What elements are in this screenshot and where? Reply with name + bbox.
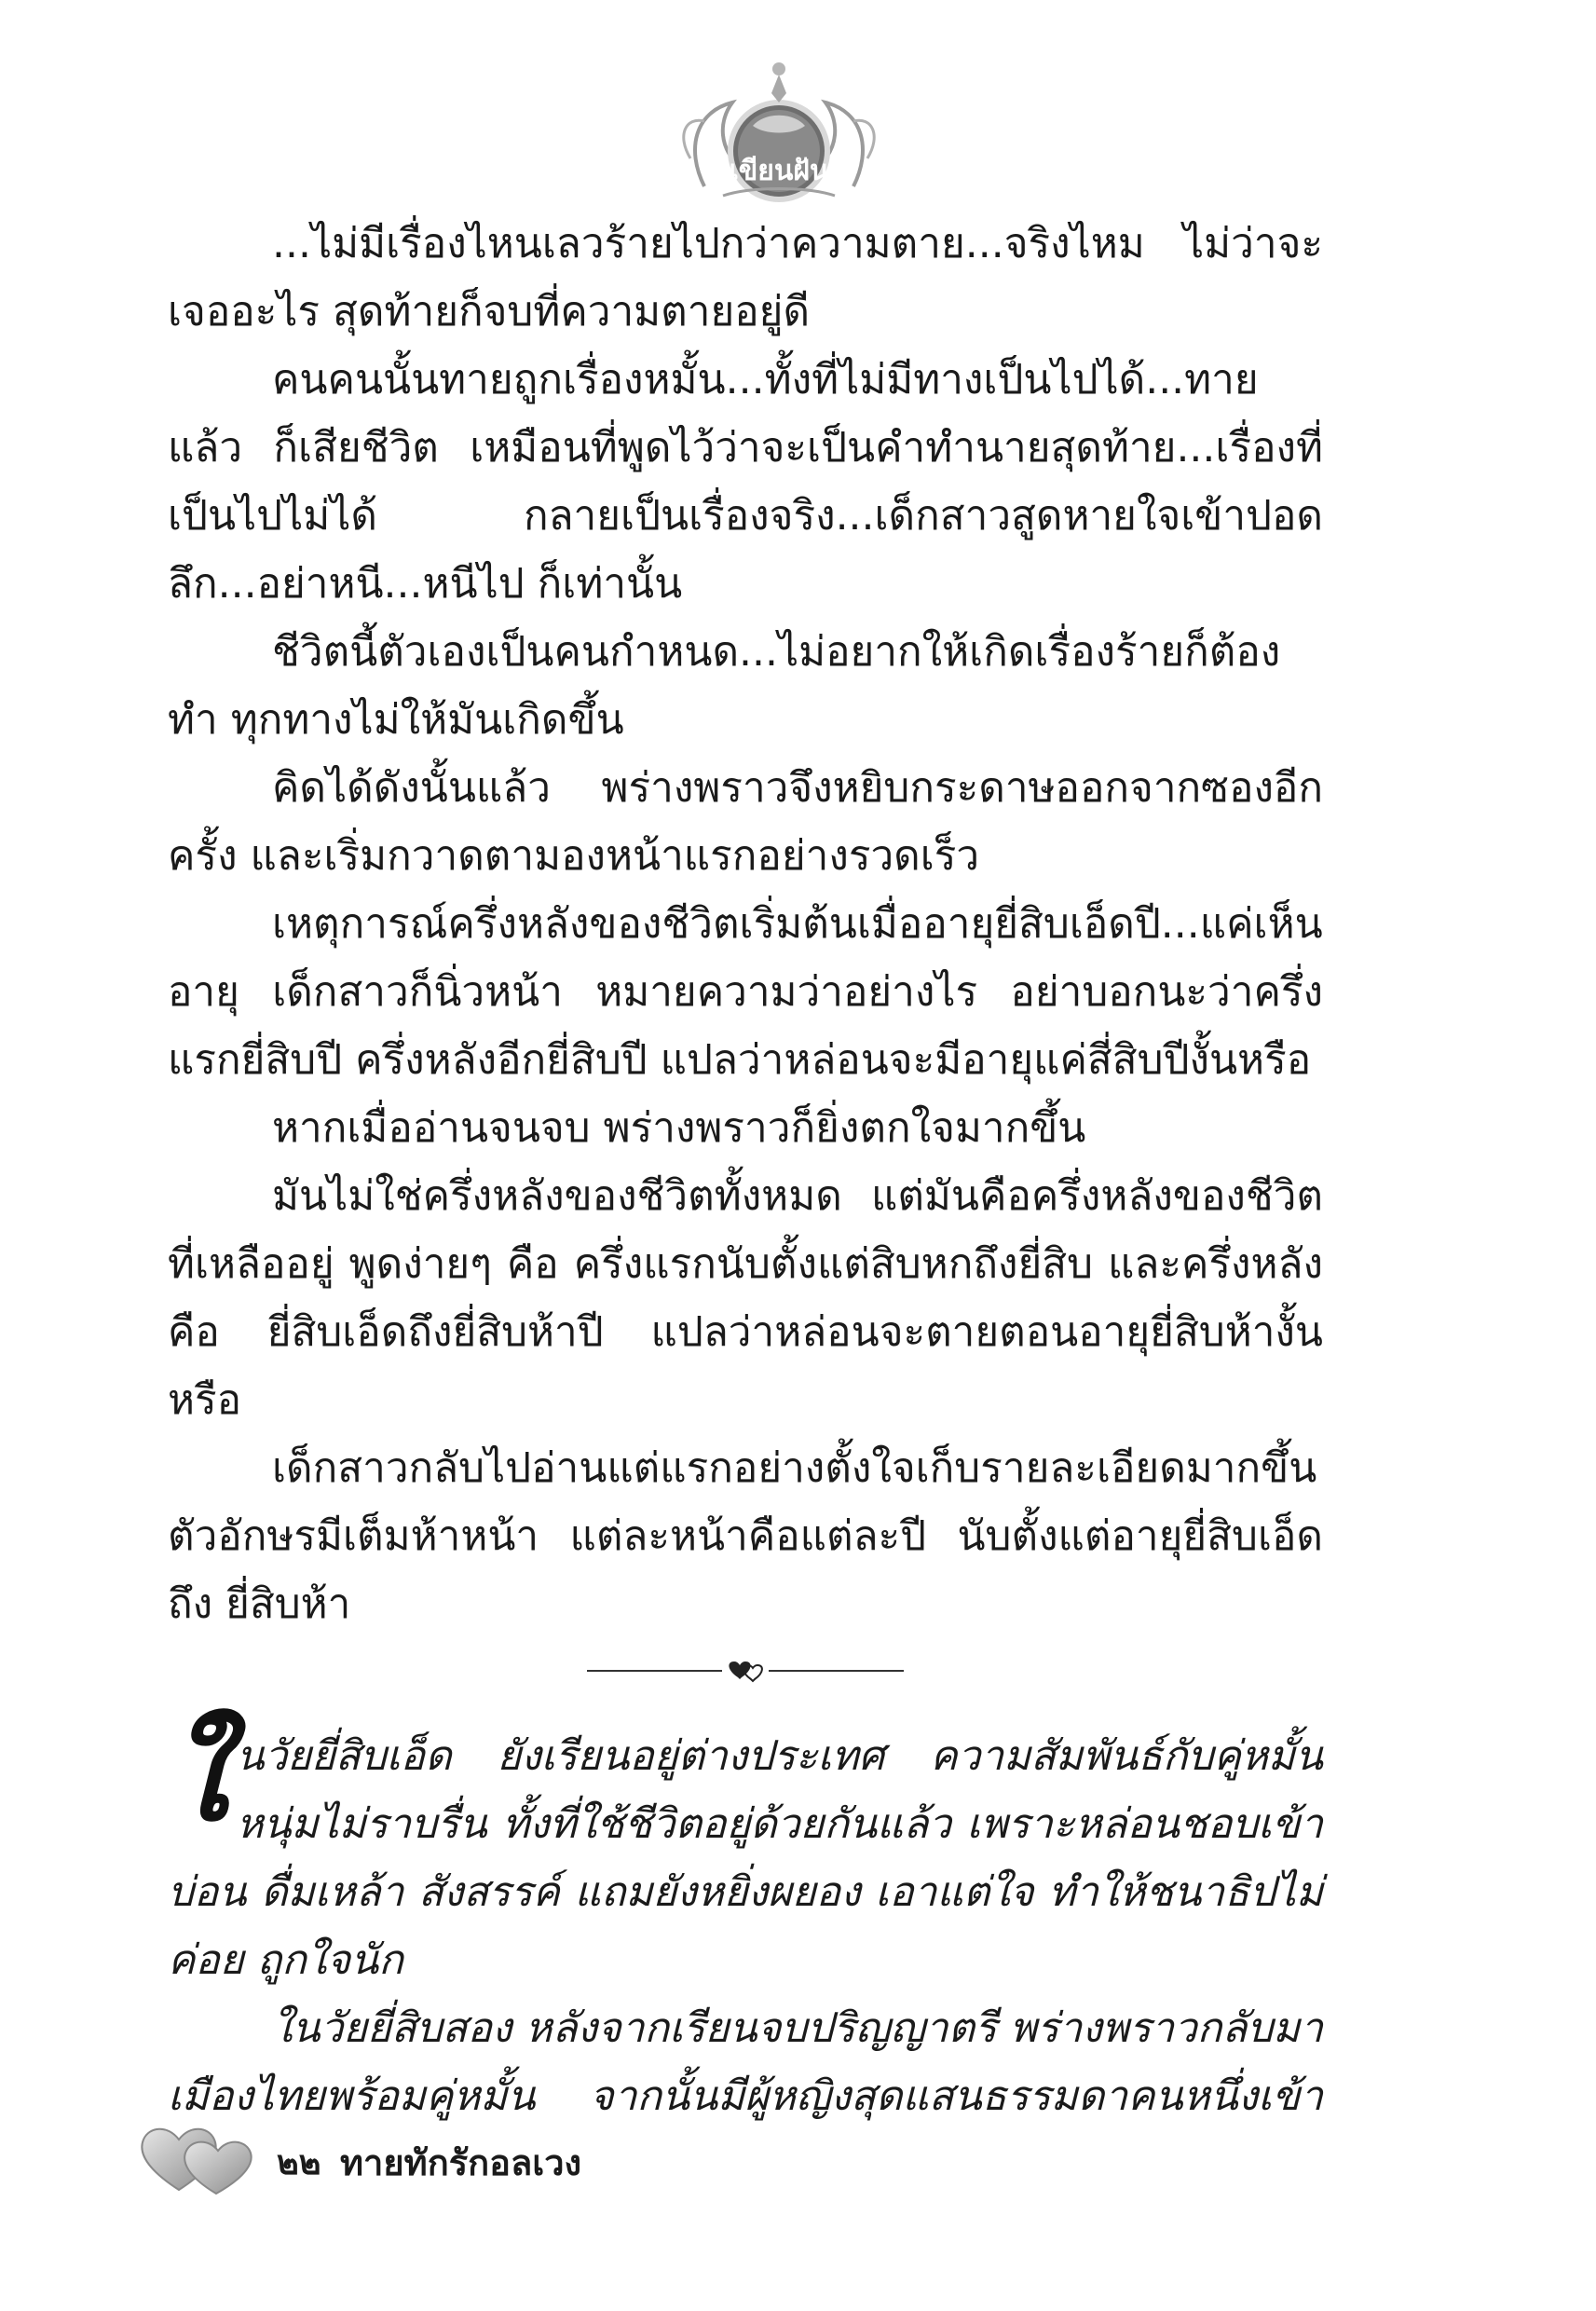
page-footer [130, 2115, 783, 2199]
paragraph: ชีวิตนี้ตัวเองเป็นคนกำหนด...ไม่อยากให้เกิดเรื่องร้ายก็ต้องทำ ทุกทางไม่ให้มันเกิดขึ้น [168, 628, 1281, 744]
paragraph: เหตุการณ์ครึ่งหลังของชีวิตเริ่มต้นเมื่ออายุยี่สิบเอ็ดปี...แค่เห็นอายุ เด็กสาวก็นิ่วหน้า หมายความว่าอย่างไร อย่าบอกนะว่าครึ่งแรกยี่สิบปี ครึ่งหลังอีกยี่สิบปี แปลว่าหล่อนจะมีอายุแค่สี่สิบปีงั้นหรือ [168, 900, 1323, 1084]
body-text [168, 210, 1323, 2198]
paragraph: คิดได้ดังนั้นแล้ว พร่างพราวจึงหยิบกระดาษออกจากซองอีกครั้ง และเริ่มกวาดตามองหน้าแรกอย่างรวดเร็ว [168, 764, 1323, 880]
paragraph: คนคนนั้นทายถูกเรื่องหมั้น...ทั้งที่ไม่มีทางเป็นไปได้...ทายแล้ว ก็เสียชีวิต เหมือนที่พูดไว้ว่าจะเป็นคำทำนายสุดท้าย...เรื่องที่เป็นไปไม่ได้ กลายเป็นเรื่องจริง...เด็กสาวสูดหายใจเข้าปอดลึก...อย่าหนี...หนีไป ก็เท่านั้น [168, 356, 1323, 608]
paragraph: หากเมื่ออ่านจนจบ พร่างพราวก็ยิ่งตกใจมากขึ้น [272, 1104, 1086, 1152]
section-divider [168, 1638, 1323, 1703]
italic-paragraph-text: นวัยยี่สิบเอ็ด ยังเรียนอยู่ต่างประเทศ ความสัมพันธ์กับคู่หมั้น หนุ่มไม่ราบรื่น ทั้งที่ใช้ชีวิตอยู่ด้วยกันแล้ว เพราะหล่อนชอบเข้าบ่อน ดื่มเหล้า สังสรรค์ แถมยังหยิ่งผยอง เอาแต่ใจ ทำให้ชนาธิปไม่ค่อย ถูกใจนัก [168, 1732, 1323, 1984]
dropcap: ใ [168, 1706, 227, 1848]
page-number: ๒๒ [277, 2143, 321, 2182]
paragraph: มันไม่ใช่ครึ่งหลังของชีวิตทั้งหมด แต่มันคือครึ่งหลังของชีวิต ที่เหลืออยู่ พูดง่ายๆ คือ ครึ่งแรกนับตั้งแต่สิบหกถึงยี่สิบ และครึ่งหลังคือ ยี่สิบเอ็ดถึงยี่สิบห้าปี แปลว่าหล่อนจะตายตอนอายุยี่สิบห้างั้นหรือ [168, 1172, 1323, 1424]
paragraph: ...ไม่มีเรื่องไหนเลวร้ายไปกว่าความตาย...จริงไหม ไม่ว่าจะเจออะไร สุดท้ายก็จบที่ความตายอยู่ดี [168, 220, 1323, 335]
paragraph: เด็กสาวกลับไปอ่านแต่แรกอย่างตั้งใจเก็บรายละเอียดมากขึ้น ตัวอักษรมีเต็มห้าหน้า แต่ละหน้าคือแต่ละปี นับตั้งแต่อายุยี่สิบเอ็ดถึง ยี่สิบห้า [168, 1444, 1323, 1628]
italic-paragraph [168, 1706, 1323, 1994]
heart-divider-icon [587, 1657, 904, 1685]
hearts-icon [130, 2115, 270, 2199]
header-emblem [667, 47, 891, 210]
emblem-text: เขียนฝัน [729, 155, 829, 187]
italic-paragraph: ในวัยยี่สิบสอง หลังจากเรียนจบปริญญาตรี พร่างพราวกลับมา เมืองไทยพร้อมคู่หมั้น จากนั้นมีผู้หญิงสุดแสนธรรมดาคนหนึ่งเข้า [168, 2004, 1323, 2120]
book-title: ทายทักรักอลเวง [340, 2142, 582, 2183]
